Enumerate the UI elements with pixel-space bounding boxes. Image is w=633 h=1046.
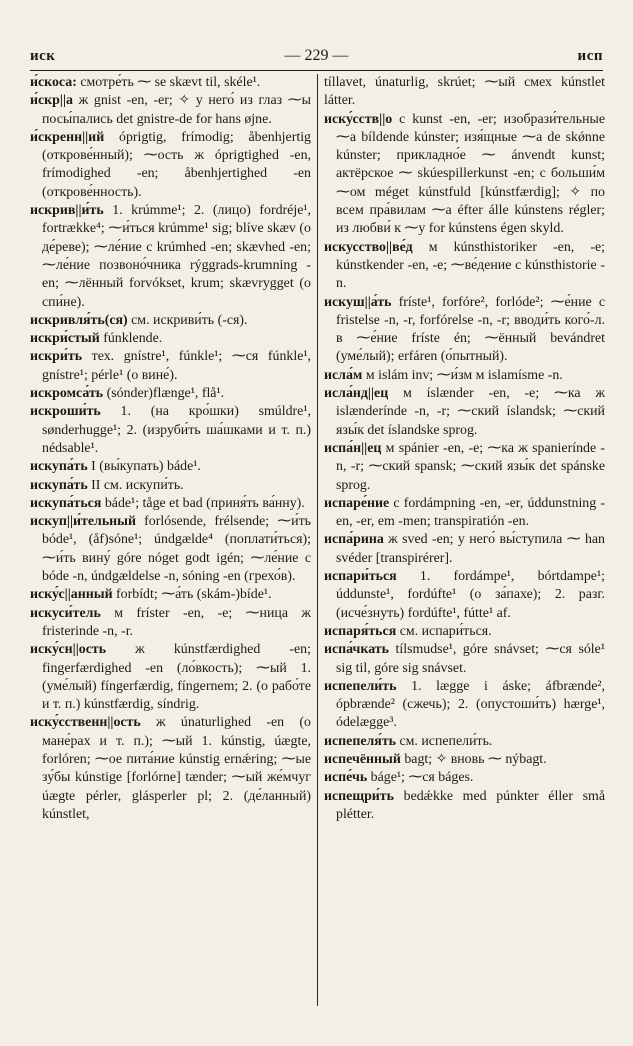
entry-headword: испаре́ние bbox=[324, 495, 390, 511]
dictionary-entry bbox=[324, 788, 605, 825]
entry-headword: и́скр||а bbox=[30, 93, 73, 109]
dictionary-entry bbox=[30, 605, 311, 642]
entry-definition: óprigtig, frímodig; åbenhjertig (открове́нный); ⁓ость ж óprigtighed -en, frímodighed -en; åbenhjertighed -en (открове́нность). bbox=[42, 129, 311, 200]
entry-definition: ж gnist -en, -er; ✧ у него́ из глаз ⁓ы посы́пались det gnistre-de for hans øjne. bbox=[42, 93, 311, 127]
entry-definition: м islám inv; ⁓и́зм м islamísme -n. bbox=[362, 367, 563, 383]
right-guide-word: исп bbox=[577, 47, 603, 64]
dictionary-entry bbox=[324, 367, 605, 385]
dictionary-entry bbox=[30, 312, 311, 330]
entry-headword: искупа́ть bbox=[30, 477, 88, 493]
entry-headword: испещри́ть bbox=[324, 788, 394, 804]
entry-headword: испепели́ть bbox=[324, 678, 397, 694]
header-rule bbox=[30, 70, 603, 71]
entry-definition: I (вы́купать) báde¹. bbox=[87, 459, 201, 475]
entry-definition: м fríster -en, -e; ⁓ница ж fristerinde -n, -r. bbox=[42, 605, 311, 639]
entry-definition: см. испари́ться. bbox=[396, 623, 492, 639]
entry-definition: тех. gnístre¹, fúnkle¹; ⁓ся fúnkle¹, gnístre¹; pérle¹ (о вине́). bbox=[42, 349, 311, 383]
dictionary-entry bbox=[324, 294, 605, 367]
entry-headword: испаря́ться bbox=[324, 623, 397, 639]
entry-headword: иску́сственн||ость bbox=[30, 715, 141, 731]
entry-headword: искривля́ть(ся) bbox=[30, 312, 128, 328]
dictionary-entry bbox=[30, 385, 311, 403]
entry-definition: báde¹; tåge et bad (приня́ть ва́нну). bbox=[101, 495, 305, 511]
entry-definition: см. испепели́ть. bbox=[395, 733, 493, 749]
right-column bbox=[318, 74, 605, 1006]
dictionary-entry bbox=[324, 623, 605, 641]
dictionary-entry bbox=[30, 403, 311, 458]
entry-definition: forlósende, frélsende; ⁓и́ть bóde¹, (åf)sóne¹; úndgælde⁴ (поплати́ться); ⁓и́ть вину́ góre nóget godt igén; ⁓ле́ние с bóde -n, úndgældelse -n, sóning -en (грехо́в). bbox=[42, 514, 311, 585]
entry-definition: ж kúnstfærdighed -en; fingerfærdighed -en (ло́вкость); ⁓ый 1. (уме́лый) fíngerfærdig, fíngernem; 2. (о рабо́те и т. п.) kúnstfærdig, síndrig. bbox=[42, 642, 311, 713]
dictionary-entry bbox=[30, 330, 311, 348]
entry-headword: испа́н||ец bbox=[324, 440, 382, 456]
dictionary-entry bbox=[324, 495, 605, 532]
entry-definition: tíllavet, únaturlig, skrúet; ⁓ый смех kúnstlet látter. bbox=[324, 75, 605, 109]
entry-definition: ж sved -en; у него́ вы́ступила ⁓ han svéder [transpirérer]. bbox=[336, 532, 605, 566]
entry-headword: иску́сн||ость bbox=[30, 642, 107, 658]
dictionary-entry bbox=[324, 733, 605, 751]
dictionary-entry bbox=[324, 531, 605, 568]
entry-definition: II см. искупи́ть. bbox=[87, 477, 184, 493]
dictionary-entry bbox=[30, 129, 311, 202]
entry-definition: 1. krúmme¹; 2. (лицо) fordréje¹, fortrække⁴; ⁓и́ться krúmme¹ sig; blíve skæv (о де́реве); ⁓ле́ние с krúmhed -en; skævhed -en; ⁓ле́ние позвоно́чника rýggrads-krumning -en; ⁓лённый forvókset, krum; skævrygget (о спи́не). bbox=[42, 203, 311, 310]
entry-definition: 1. (на кро́шки) smúldre¹, sønderhugge¹; 2. (изруби́ть ша́шками и т. п.) nédsable¹. bbox=[42, 404, 311, 456]
page-number: — 229 — bbox=[284, 47, 349, 64]
entry-headword: искусство||ве́д bbox=[324, 239, 413, 255]
entry-headword: испе́чь bbox=[324, 770, 368, 786]
entry-headword: исла́м bbox=[324, 367, 363, 383]
entry-definition: fúnklende. bbox=[99, 331, 163, 347]
entry-headword: иску́с||анный bbox=[30, 587, 113, 603]
dictionary-entry bbox=[324, 440, 605, 495]
entry-definition: с kunst -en, -er; изобрази́тельные ⁓а bíldende kúnster; изя́щные ⁓а de skǿnne kúnster; прикладно́е ⁓ ánvendt kunst; актёрское ⁓ skúespillerkunst -en; с больши́м ⁓ом méget kúnstfuld [kúnstfærdig]; ✧ по всем пра́вилам ⁓а éfter álle kúnstens régler; из любви́ к ⁓у for kúnstens égen skyld. bbox=[336, 111, 605, 237]
entry-definition: м íslænder -en, -e; ⁓ка ж islænderínde -n, -r; ⁓ский íslandsk; ⁓ский язы́к det íslandske sprog. bbox=[336, 386, 605, 438]
entry-headword: и́скоса: bbox=[30, 75, 77, 90]
entry-headword: искроши́ть bbox=[30, 404, 101, 420]
entry-definition: 1. fordámpe¹, bórtdampe¹; úddunste¹, fordúfte¹ (о за́пахе); 2. разг. (исче́знуть) fordúfte¹, fútte¹ af. bbox=[336, 569, 605, 621]
dictionary-entry bbox=[324, 111, 605, 239]
entry-headword: искри́ть bbox=[30, 349, 83, 365]
entry-headword: искуси́тель bbox=[30, 605, 101, 621]
entry-definition: bedǽkke med púnkter éller små plétter. bbox=[336, 788, 605, 822]
entry-definition: м kúnsthistoriker -en, -e; kúnstkender -en, -e; ⁓ве́дение с kúnsthistorie -n. bbox=[336, 239, 605, 292]
dictionary-entry bbox=[324, 568, 605, 623]
dictionary-entry bbox=[30, 586, 311, 604]
dictionary-entry bbox=[324, 641, 605, 678]
entry-definition: tílsmudse¹, góre snávset; ⁓ся sóle¹ sig til, góre sig snávset. bbox=[336, 642, 605, 676]
dictionary-entry bbox=[324, 74, 605, 111]
page-header bbox=[30, 44, 603, 68]
dictionary-entry bbox=[30, 495, 311, 513]
entry-definition: báge¹; ⁓ся báges. bbox=[367, 770, 474, 786]
entry-definition: ж únaturlighed -en (о мане́рах и т. п.); ⁓ый 1. kúnstig, úægte, forlóren; ⁓ое пита́ние kúnstig ernǽring; ⁓ые зу́бы kúnstige [forlórne] tænder; ⁓ый же́мчуг úægte pérler, glásperler pl; 2. (де́ланный) kúnstlet, bbox=[42, 715, 311, 822]
entry-headword: испари́ться bbox=[324, 569, 397, 585]
entry-headword: искромса́ть bbox=[30, 386, 104, 402]
entry-definition: см. искриви́ть (-ся). bbox=[127, 312, 248, 328]
left-column bbox=[30, 74, 317, 1006]
dictionary-entry bbox=[30, 641, 311, 714]
entry-headword: искрив||и́ть bbox=[30, 203, 104, 219]
entry-headword: искри́стый bbox=[30, 331, 100, 347]
entry-headword: иску́сств||о bbox=[324, 111, 393, 127]
entry-headword: искуп||и́тельный bbox=[30, 514, 137, 530]
entry-headword: испа́рина bbox=[324, 532, 384, 548]
entry-definition: м spánier -en, -e; ⁓ка ж spanierínde -n, -r; ⁓ский spansk; ⁓ский язы́к det spánske sprog. bbox=[336, 440, 605, 493]
entry-headword: искупа́ть bbox=[30, 459, 88, 475]
entry-definition: bagt; ✧ вновь ⁓ nýbagt. bbox=[400, 751, 547, 767]
entry-headword: испечённый bbox=[324, 751, 401, 767]
dictionary-entry bbox=[30, 92, 311, 129]
entry-definition: fríste¹, forfóre², forlóde²; ⁓е́ние с fristelse -n, -r, forfórelse -n, -r; вводи́ть кого́-л. в ⁓е́ние fríste én; ⁓ённый bevándret (уме́лый); erfáren (о́пытный). bbox=[336, 294, 605, 365]
entry-definition: forbídt; ⁓а́ть (skám-)bíde¹. bbox=[112, 587, 272, 603]
dictionary-entry bbox=[324, 385, 605, 440]
entry-definition: смотре́ть ⁓ se skævt til, skéle¹. bbox=[76, 75, 261, 90]
dictionary-entry bbox=[30, 477, 311, 495]
dictionary-entry bbox=[30, 202, 311, 312]
entry-headword: испепеля́ть bbox=[324, 733, 396, 749]
entry-headword: исла́нд||ец bbox=[324, 386, 389, 402]
left-guide-word: иск bbox=[30, 47, 56, 64]
entry-headword: испа́чкать bbox=[324, 642, 389, 658]
dictionary-entry bbox=[324, 678, 605, 733]
entry-definition: 1. lægge i áske; áfbrænde², ópbrænde² (сжечь); 2. (опустоши́ть) hærge¹, ódelægge³. bbox=[336, 678, 605, 731]
dictionary-entry bbox=[324, 751, 605, 769]
dictionary-entry bbox=[30, 458, 311, 476]
dictionary-entry bbox=[324, 769, 605, 787]
columns bbox=[30, 74, 605, 1006]
dictionary-entry bbox=[30, 74, 311, 92]
entry-headword: и́скренн||ий bbox=[30, 129, 105, 145]
dictionary-entry bbox=[30, 714, 311, 824]
dictionary-entry bbox=[324, 239, 605, 294]
dictionary-entry bbox=[30, 348, 311, 385]
entry-definition: (sónder)flænge¹, flå¹. bbox=[103, 386, 225, 402]
entry-definition: с fordámpning -en, -er, úddunstning -en, -er, em -men; transpiratión -en. bbox=[336, 495, 605, 530]
entry-headword: искупа́ться bbox=[30, 495, 102, 511]
entry-headword: искуш||а́ть bbox=[324, 294, 392, 310]
dictionary-entry bbox=[30, 513, 311, 586]
